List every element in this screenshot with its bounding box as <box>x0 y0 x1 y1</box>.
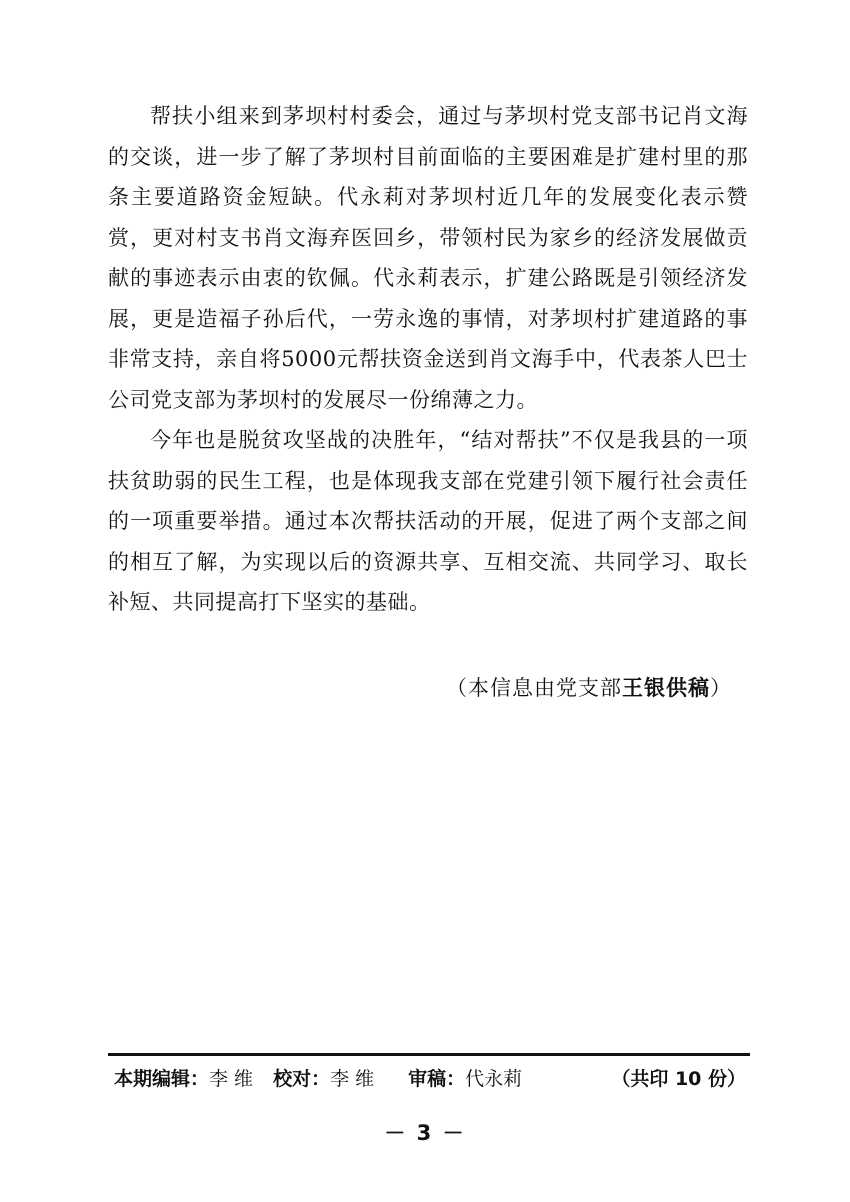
reviewer-name: 代永莉 <box>465 1068 523 1090</box>
credit-suffix: ） <box>710 676 732 700</box>
proofreader-name: 李 维 <box>330 1068 375 1090</box>
editor-label: 本期编辑： <box>114 1068 210 1090</box>
article-body <box>108 96 748 623</box>
review-label: 审稿： <box>408 1068 466 1090</box>
credit-author: 王银供稿 <box>622 676 710 700</box>
paragraph-1: 帮扶小组来到茅坝村村委会，通过与茅坝村党支部书记肖文海的交谈，进一步了解了茅坝村目前面临的主要困难是扩建村里的那条主要道路资金短缺。代永莉对茅坝村近几年的发展变化表示赞赏，更对村支书肖文海弃医回乡，带领村民为家乡的经济发展做贡献的事迹表示由衷的钦佩。代永莉表示，扩建公路既是引领经济发展，更是造福子孙后代，一劳永逸的事情，对茅坝村扩建道路的事非常支持，亲自将5000元帮扶资金送到肖文海手中，代表茶人巴士公司党支部为茅坝村的发展尽一份绵薄之力。 <box>108 104 748 412</box>
credit-prefix: （本信息由党支部 <box>446 676 622 700</box>
page-number: － 3 － <box>384 1121 466 1145</box>
editor-name: 李 维 <box>209 1068 254 1090</box>
source-credit <box>446 668 732 708</box>
proof-label: 校对： <box>273 1068 331 1090</box>
footer-staff-line <box>114 1064 754 1094</box>
print-count: （共印 10 份） <box>611 1068 746 1090</box>
paragraph-2: 今年也是脱贫攻坚战的决胜年，“结对帮扶”不仅是我县的一项扶贫助弱的民生工程，也是体现我支部在党建引领下履行社会责任的一项重要举措。通过本次帮扶活动的开展，促进了两个支部之间的相互了解，为实现以后的资源共享、互相交流、共同学习、取长补短、共同提高打下坚实的基础。 <box>108 428 748 614</box>
footer-divider <box>108 1053 750 1056</box>
